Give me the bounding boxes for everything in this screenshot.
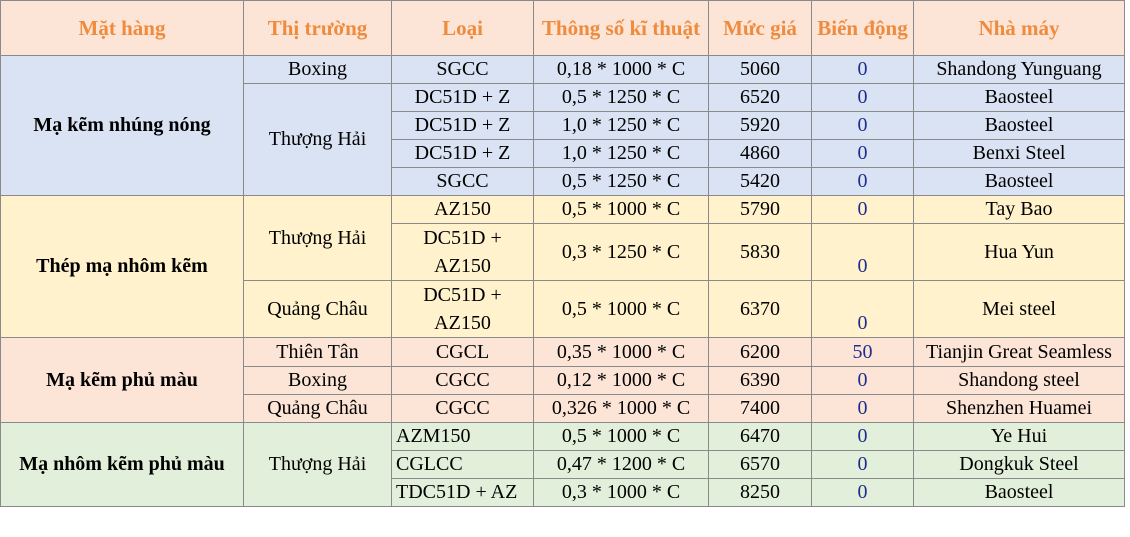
type-cell: CGCL bbox=[392, 338, 534, 367]
factory-cell: Hua Yun bbox=[914, 224, 1125, 281]
price-cell: 5420 bbox=[709, 168, 812, 196]
change-cell: 0 bbox=[812, 224, 914, 281]
type-cell: DC51D + Z bbox=[392, 84, 534, 112]
market-cell: Thiên Tân bbox=[244, 338, 392, 367]
spec-cell: 0,5 * 1000 * C bbox=[534, 281, 709, 338]
market-cell: Thượng Hải bbox=[244, 84, 392, 196]
price-cell: 6520 bbox=[709, 84, 812, 112]
spec-cell: 0,5 * 1250 * C bbox=[534, 84, 709, 112]
spec-cell: 0,326 * 1000 * C bbox=[534, 395, 709, 423]
price-cell: 6390 bbox=[709, 367, 812, 395]
change-cell: 0 bbox=[812, 140, 914, 168]
change-cell: 0 bbox=[812, 84, 914, 112]
group-label-alu-zinc: Thép mạ nhôm kẽm bbox=[1, 196, 244, 338]
market-cell: Quảng Châu bbox=[244, 281, 392, 338]
table-row bbox=[1, 423, 1125, 451]
spec-cell: 0,3 * 1000 * C bbox=[534, 479, 709, 507]
table-row bbox=[1, 196, 1125, 224]
header-price: Mức giá bbox=[709, 1, 812, 56]
spec-cell: 0,5 * 1000 * C bbox=[534, 423, 709, 451]
change-cell: 0 bbox=[812, 395, 914, 423]
spec-cell: 0,18 * 1000 * C bbox=[534, 56, 709, 84]
factory-cell: Tianjin Great Seamless bbox=[914, 338, 1125, 367]
factory-cell: Baosteel bbox=[914, 168, 1125, 196]
factory-cell: Baosteel bbox=[914, 112, 1125, 140]
type-cell: SGCC bbox=[392, 168, 534, 196]
price-cell: 6370 bbox=[709, 281, 812, 338]
header-market: Thị trường bbox=[244, 1, 392, 56]
change-cell: 50 bbox=[812, 338, 914, 367]
type-cell: SGCC bbox=[392, 56, 534, 84]
header-spec: Thông số kĩ thuật bbox=[534, 1, 709, 56]
spec-cell: 0,35 * 1000 * C bbox=[534, 338, 709, 367]
type-cell: DC51D + Z bbox=[392, 112, 534, 140]
factory-cell: Shandong steel bbox=[914, 367, 1125, 395]
type-cell: DC51D + AZ150 bbox=[392, 224, 534, 281]
price-cell: 5060 bbox=[709, 56, 812, 84]
factory-cell: Benxi Steel bbox=[914, 140, 1125, 168]
price-cell: 5920 bbox=[709, 112, 812, 140]
change-cell: 0 bbox=[812, 112, 914, 140]
spec-cell: 0,12 * 1000 * C bbox=[534, 367, 709, 395]
price-cell: 4860 bbox=[709, 140, 812, 168]
price-cell: 8250 bbox=[709, 479, 812, 507]
spec-cell: 1,0 * 1250 * C bbox=[534, 112, 709, 140]
header-factory: Nhà máy bbox=[914, 1, 1125, 56]
market-cell: Boxing bbox=[244, 367, 392, 395]
factory-cell: Shenzhen Huamei bbox=[914, 395, 1125, 423]
group-label-hot-dip: Mạ kẽm nhúng nóng bbox=[1, 56, 244, 196]
type-cell: AZ150 bbox=[392, 196, 534, 224]
factory-cell: Mei steel bbox=[914, 281, 1125, 338]
header-row bbox=[1, 1, 1125, 56]
header-type: Loại bbox=[392, 1, 534, 56]
spec-cell: 0,3 * 1250 * C bbox=[534, 224, 709, 281]
type-cell: CGLCC bbox=[392, 451, 534, 479]
price-cell: 6200 bbox=[709, 338, 812, 367]
type-cell: DC51D + Z bbox=[392, 140, 534, 168]
type-cell: CGCC bbox=[392, 395, 534, 423]
spec-cell: 0,5 * 1250 * C bbox=[534, 168, 709, 196]
price-cell: 6470 bbox=[709, 423, 812, 451]
group-label-color-zinc: Mạ kẽm phủ màu bbox=[1, 338, 244, 423]
spec-cell: 0,5 * 1000 * C bbox=[534, 196, 709, 224]
group-label-color-alu-zinc: Mạ nhôm kẽm phủ màu bbox=[1, 423, 244, 507]
factory-cell: Ye Hui bbox=[914, 423, 1125, 451]
change-cell: 0 bbox=[812, 367, 914, 395]
price-cell: 5790 bbox=[709, 196, 812, 224]
type-cell: DC51D + AZ150 bbox=[392, 281, 534, 338]
factory-cell: Dongkuk Steel bbox=[914, 451, 1125, 479]
header-change: Biến động bbox=[812, 1, 914, 56]
change-cell: 0 bbox=[812, 168, 914, 196]
factory-cell: Tay Bao bbox=[914, 196, 1125, 224]
change-cell: 0 bbox=[812, 56, 914, 84]
change-cell: 0 bbox=[812, 423, 914, 451]
factory-cell: Baosteel bbox=[914, 84, 1125, 112]
market-cell: Thượng Hải bbox=[244, 423, 392, 507]
market-cell: Thượng Hải bbox=[244, 196, 392, 281]
header-item: Mặt hàng bbox=[1, 1, 244, 56]
change-cell: 0 bbox=[812, 281, 914, 338]
change-cell: 0 bbox=[812, 196, 914, 224]
factory-cell: Baosteel bbox=[914, 479, 1125, 507]
price-cell: 6570 bbox=[709, 451, 812, 479]
type-cell: TDC51D + AZ bbox=[392, 479, 534, 507]
type-cell: CGCC bbox=[392, 367, 534, 395]
market-cell: Quảng Châu bbox=[244, 395, 392, 423]
type-cell: AZM150 bbox=[392, 423, 534, 451]
change-cell: 0 bbox=[812, 451, 914, 479]
change-cell: 0 bbox=[812, 479, 914, 507]
market-cell: Boxing bbox=[244, 56, 392, 84]
price-cell: 7400 bbox=[709, 395, 812, 423]
spec-cell: 1,0 * 1250 * C bbox=[534, 140, 709, 168]
table-row bbox=[1, 56, 1125, 84]
spec-cell: 0,47 * 1200 * C bbox=[534, 451, 709, 479]
factory-cell: Shandong Yunguang bbox=[914, 56, 1125, 84]
price-cell: 5830 bbox=[709, 224, 812, 281]
